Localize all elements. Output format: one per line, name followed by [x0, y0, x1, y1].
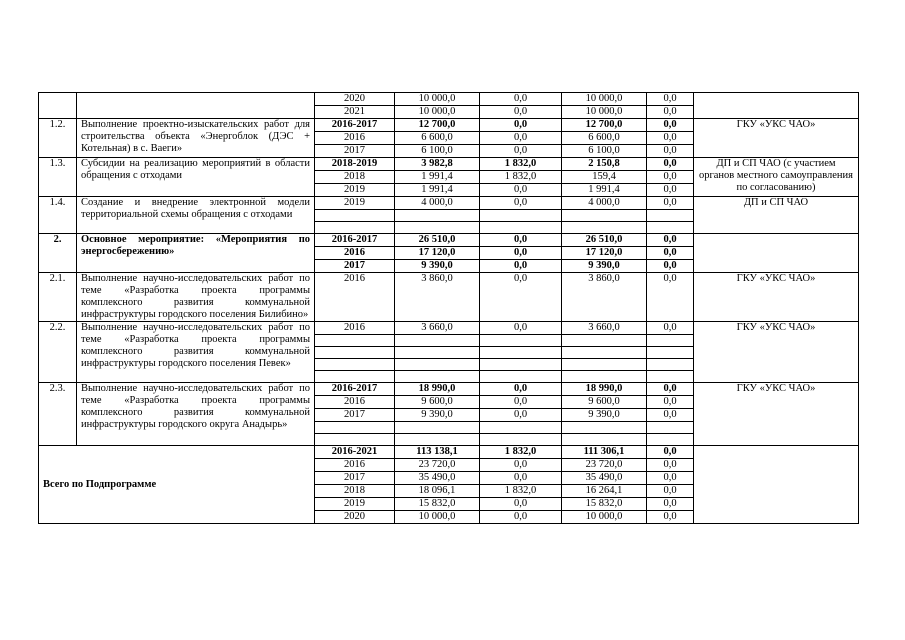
cell-fed: 1 832,0	[480, 171, 562, 184]
cell-reg: 10 000,0	[562, 511, 647, 524]
empty-cell	[395, 210, 480, 222]
cell-reg: 17 120,0	[562, 247, 647, 260]
cell-reg: 10 000,0	[562, 106, 647, 119]
subprogram-table	[38, 92, 859, 524]
cell-total: 23 720,0	[395, 459, 480, 472]
row-number: 1.2.	[39, 119, 77, 158]
cell-loc: 0,0	[647, 106, 694, 119]
cell-total: 3 860,0	[395, 273, 480, 322]
cell-total: 15 832,0	[395, 498, 480, 511]
cell-reg: 23 720,0	[562, 459, 647, 472]
empty-cell	[562, 347, 647, 359]
empty-cell	[315, 210, 395, 222]
cell-loc: 0,0	[647, 273, 694, 322]
cell-year: 2019	[315, 498, 395, 511]
empty-cell	[562, 422, 647, 434]
cell-year: 2016	[315, 459, 395, 472]
empty-cell	[480, 434, 562, 446]
cell-loc: 0,0	[647, 184, 694, 197]
row-number: 2.3.	[39, 383, 77, 446]
cell-reg: 35 490,0	[562, 472, 647, 485]
cell-fed: 0,0	[480, 498, 562, 511]
row-description: Субсидии на реализацию мероприятий в области обращения с отходами	[77, 158, 315, 197]
cell-fed: 0,0	[480, 260, 562, 273]
row-number: 1.3.	[39, 158, 77, 197]
empty-cell	[395, 422, 480, 434]
cell-reg: 9 600,0	[562, 396, 647, 409]
cell-total: 1 991,4	[395, 171, 480, 184]
row-executor: ГКУ «УКС ЧАО»	[694, 322, 859, 383]
cell-fed: 0,0	[480, 132, 562, 145]
row-number: 1.4.	[39, 197, 77, 234]
cell-reg: 111 306,1	[562, 446, 647, 459]
cell-fed: 0,0	[480, 396, 562, 409]
cell-year: 2021	[315, 106, 395, 119]
row-executor: ДП и СП ЧАО	[694, 197, 859, 234]
empty-cell	[480, 371, 562, 383]
cell-loc: 0,0	[647, 472, 694, 485]
empty-cell	[315, 335, 395, 347]
cell-loc: 0,0	[647, 260, 694, 273]
row-description	[77, 93, 315, 119]
cell-year: 2017	[315, 472, 395, 485]
empty-cell	[480, 222, 562, 234]
empty-cell	[480, 422, 562, 434]
empty-cell	[647, 371, 694, 383]
row-description: Выполнение научно-исследовательских работ по теме «Разработка проекта программы комплексного развития коммунальной инфраструктуры городского поселения Билибино»	[77, 273, 315, 322]
cell-fed: 0,0	[480, 247, 562, 260]
cell-year: 2018	[315, 485, 395, 498]
row-number	[39, 93, 77, 119]
empty-cell	[395, 347, 480, 359]
empty-cell	[315, 371, 395, 383]
cell-reg: 15 832,0	[562, 498, 647, 511]
empty-cell	[315, 422, 395, 434]
cell-fed: 1 832,0	[480, 158, 562, 171]
cell-total: 4 000,0	[395, 197, 480, 210]
table-row	[39, 234, 859, 247]
table-row	[39, 119, 859, 132]
cell-loc: 0,0	[647, 145, 694, 158]
empty-cell	[395, 371, 480, 383]
empty-cell	[395, 335, 480, 347]
row-description: Выполнение научно-исследовательских работ по теме «Разработка проекта программы комплексного развития коммунальной инфраструктуры городского округа Анадырь»	[77, 383, 315, 446]
row-number: 2.	[39, 234, 77, 273]
cell-reg: 3 660,0	[562, 322, 647, 335]
cell-fed: 0,0	[480, 472, 562, 485]
cell-total: 9 600,0	[395, 396, 480, 409]
cell-loc: 0,0	[647, 396, 694, 409]
cell-year: 2017	[315, 145, 395, 158]
empty-cell	[562, 359, 647, 371]
cell-fed: 1 832,0	[480, 446, 562, 459]
empty-cell	[562, 371, 647, 383]
empty-cell	[315, 222, 395, 234]
cell-year: 2017	[315, 260, 395, 273]
row-executor: ДП и СП ЧАО (с участием органов местного самоуправления по согласованию)	[694, 158, 859, 197]
table-row	[39, 158, 859, 171]
cell-loc: 0,0	[647, 485, 694, 498]
cell-year: 2016-2017	[315, 383, 395, 396]
empty-cell	[395, 222, 480, 234]
empty-cell	[647, 422, 694, 434]
empty-cell	[480, 347, 562, 359]
row-executor: ГКУ «УКС ЧАО»	[694, 119, 859, 158]
cell-reg: 16 264,1	[562, 485, 647, 498]
empty-cell	[480, 335, 562, 347]
cell-total: 6 100,0	[395, 145, 480, 158]
empty-cell	[647, 335, 694, 347]
cell-year: 2016	[315, 273, 395, 322]
cell-total: 9 390,0	[395, 409, 480, 422]
cell-year: 2020	[315, 511, 395, 524]
table-row	[39, 322, 859, 335]
cell-total: 12 700,0	[395, 119, 480, 132]
row-description: Выполнение проектно-изыскательских работ для строительства объекта «Энергоблок (ДЭС + Котельная) в с. Ваеги»	[77, 119, 315, 158]
cell-reg: 6 100,0	[562, 145, 647, 158]
cell-year: 2017	[315, 409, 395, 422]
cell-total: 3 982,8	[395, 158, 480, 171]
empty-cell	[480, 359, 562, 371]
cell-fed: 0,0	[480, 197, 562, 210]
cell-year: 2016-2017	[315, 234, 395, 247]
cell-loc: 0,0	[647, 197, 694, 210]
cell-loc: 0,0	[647, 459, 694, 472]
cell-reg: 4 000,0	[562, 197, 647, 210]
cell-reg: 9 390,0	[562, 409, 647, 422]
total-executor	[694, 446, 859, 524]
cell-fed: 0,0	[480, 184, 562, 197]
cell-fed: 0,0	[480, 511, 562, 524]
cell-year: 2016-2017	[315, 119, 395, 132]
empty-cell	[647, 434, 694, 446]
cell-total: 10 000,0	[395, 511, 480, 524]
cell-total: 113 138,1	[395, 446, 480, 459]
empty-cell	[315, 359, 395, 371]
row-executor: ГКУ «УКС ЧАО»	[694, 273, 859, 322]
total-label: Всего по Подпрограмме	[39, 446, 315, 524]
cell-loc: 0,0	[647, 498, 694, 511]
cell-loc: 0,0	[647, 119, 694, 132]
cell-total: 18 990,0	[395, 383, 480, 396]
cell-fed: 0,0	[480, 409, 562, 422]
cell-year: 2018-2019	[315, 158, 395, 171]
cell-loc: 0,0	[647, 322, 694, 335]
cell-loc: 0,0	[647, 511, 694, 524]
row-executor: ГКУ «УКС ЧАО»	[694, 383, 859, 446]
cell-year: 2019	[315, 197, 395, 210]
cell-loc: 0,0	[647, 132, 694, 145]
cell-loc: 0,0	[647, 409, 694, 422]
table-row	[39, 273, 859, 322]
table-row	[39, 197, 859, 210]
cell-fed: 0,0	[480, 459, 562, 472]
row-number: 2.1.	[39, 273, 77, 322]
row-description: Создание и внедрение электронной модели территориальной схемы обращения с отходами	[77, 197, 315, 234]
cell-fed: 0,0	[480, 93, 562, 106]
cell-fed: 0,0	[480, 273, 562, 322]
cell-reg: 2 150,8	[562, 158, 647, 171]
cell-year: 2020	[315, 93, 395, 106]
empty-cell	[315, 347, 395, 359]
cell-fed: 0,0	[480, 234, 562, 247]
cell-loc: 0,0	[647, 158, 694, 171]
cell-total: 17 120,0	[395, 247, 480, 260]
empty-cell	[315, 434, 395, 446]
empty-cell	[480, 210, 562, 222]
cell-year: 2016-2021	[315, 446, 395, 459]
cell-reg: 9 390,0	[562, 260, 647, 273]
empty-cell	[562, 210, 647, 222]
cell-loc: 0,0	[647, 93, 694, 106]
empty-cell	[395, 359, 480, 371]
cell-total: 3 660,0	[395, 322, 480, 335]
cell-fed: 1 832,0	[480, 485, 562, 498]
cell-year: 2016	[315, 247, 395, 260]
total-row	[39, 446, 859, 459]
cell-year: 2019	[315, 184, 395, 197]
row-description: Выполнение научно-исследовательских работ по теме «Разработка проекта программы комплексного развития коммунальной инфраструктуры городского поселения Певек»	[77, 322, 315, 383]
cell-reg: 3 860,0	[562, 273, 647, 322]
row-executor	[694, 93, 859, 119]
cell-total: 18 096,1	[395, 485, 480, 498]
cell-reg: 26 510,0	[562, 234, 647, 247]
cell-total: 26 510,0	[395, 234, 480, 247]
empty-cell	[562, 434, 647, 446]
cell-total: 1 991,4	[395, 184, 480, 197]
empty-cell	[647, 210, 694, 222]
cell-loc: 0,0	[647, 383, 694, 396]
cell-reg: 10 000,0	[562, 93, 647, 106]
cell-total: 9 390,0	[395, 260, 480, 273]
empty-cell	[395, 434, 480, 446]
cell-reg: 6 600,0	[562, 132, 647, 145]
cell-total: 35 490,0	[395, 472, 480, 485]
cell-year: 2016	[315, 396, 395, 409]
cell-reg: 159,4	[562, 171, 647, 184]
row-number: 2.2.	[39, 322, 77, 383]
cell-loc: 0,0	[647, 247, 694, 260]
empty-cell	[647, 222, 694, 234]
row-executor	[694, 234, 859, 273]
cell-fed: 0,0	[480, 383, 562, 396]
cell-reg: 12 700,0	[562, 119, 647, 132]
empty-cell	[647, 359, 694, 371]
empty-cell	[562, 335, 647, 347]
cell-year: 2016	[315, 322, 395, 335]
cell-year: 2016	[315, 132, 395, 145]
table-row	[39, 93, 859, 106]
cell-total: 10 000,0	[395, 93, 480, 106]
empty-cell	[647, 347, 694, 359]
cell-year: 2018	[315, 171, 395, 184]
cell-total: 6 600,0	[395, 132, 480, 145]
cell-fed: 0,0	[480, 322, 562, 335]
table-row	[39, 383, 859, 396]
row-description: Основное мероприятие: «Мероприятия по энергосбережению»	[77, 234, 315, 273]
empty-cell	[562, 222, 647, 234]
cell-fed: 0,0	[480, 106, 562, 119]
cell-loc: 0,0	[647, 171, 694, 184]
cell-reg: 18 990,0	[562, 383, 647, 396]
cell-reg: 1 991,4	[562, 184, 647, 197]
cell-loc: 0,0	[647, 446, 694, 459]
cell-fed: 0,0	[480, 145, 562, 158]
cell-loc: 0,0	[647, 234, 694, 247]
cell-fed: 0,0	[480, 119, 562, 132]
cell-total: 10 000,0	[395, 106, 480, 119]
